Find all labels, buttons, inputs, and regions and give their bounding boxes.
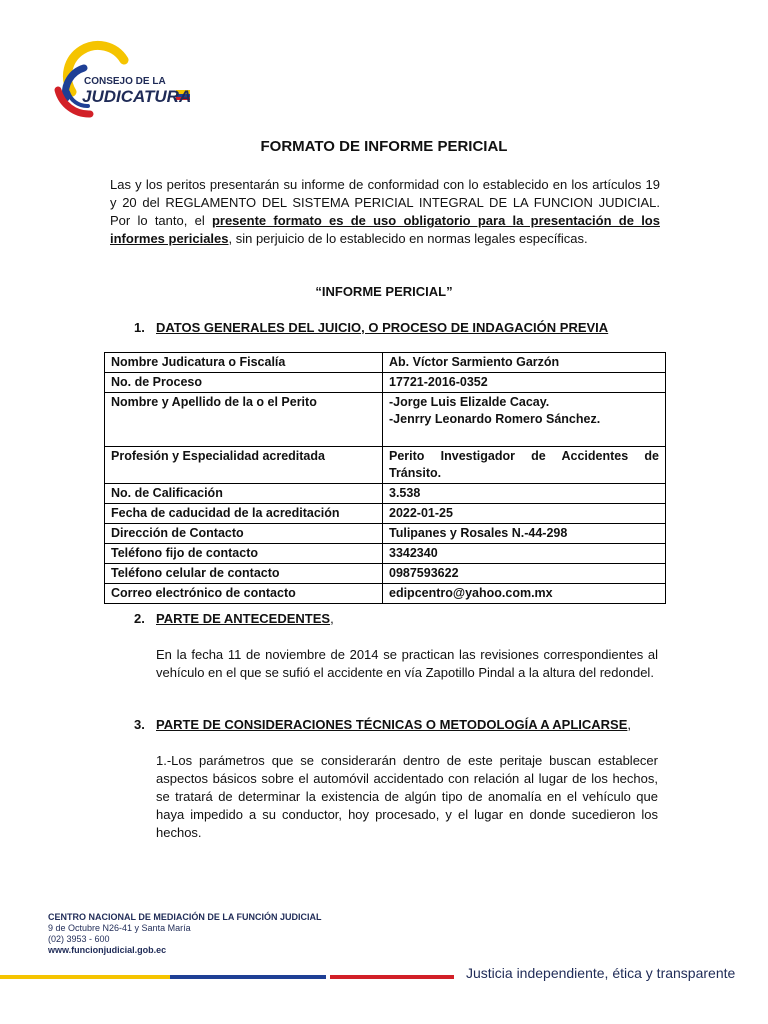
document-title: FORMATO DE INFORME PERICIAL	[260, 138, 508, 155]
judicatura-logo	[44, 40, 204, 120]
section-1-number: 1.	[134, 320, 145, 335]
row-value-cell	[383, 393, 666, 447]
table-row	[105, 373, 666, 393]
row-label: Nombre y Apellido de la o el Perito	[105, 393, 383, 447]
report-subtitle: “INFORME PERICIAL”	[315, 284, 453, 299]
intro-text-1: Las y los peritos presentarán su informe de conformidad con lo establecido en los artículos 19 y 20 del REGLAMENTO DEL SISTEMA PERICIAL INTEGRAL DE LA FUNCION JUDICIAL. Por lo tanto, el	[110, 177, 660, 228]
footer-org-name: CENTRO NACIONAL DE MEDIACIÓN DE LA FUNCIÓN JUDICIAL	[48, 912, 322, 922]
table-row	[105, 544, 666, 564]
footer-bar-yellow	[0, 975, 170, 979]
row-label: No. de Calificación	[105, 484, 383, 504]
intro-paragraph	[110, 176, 660, 248]
row-label: Teléfono celular de contacto	[105, 564, 383, 584]
intro-underlined-text: presente formato es de uso obligatorio para la presentación de los informes periciales	[110, 213, 660, 246]
section-2-number: 2.	[134, 611, 145, 626]
section-3-trail: ,	[627, 717, 632, 732]
table-row	[105, 584, 666, 604]
table-row	[105, 393, 666, 447]
row-value: Perito Investigador de Accidentes de Tránsito.	[383, 447, 666, 484]
row-value: Tulipanes y Rosales N.-44-298	[383, 524, 666, 544]
logo-line2: JUDICATURA	[82, 87, 192, 106]
section-3-heading	[134, 717, 631, 732]
row-label: Nombre Judicatura o Fiscalía	[105, 353, 383, 373]
row-value-second: -Jenrry Leonardo Romero Sánchez.	[389, 412, 601, 426]
section-2-body: En la fecha 11 de noviembre de 2014 se practican las revisiones correspondientes al vehículo en el que se sufió el accidente en vía Zapotillo Pindal a la altura del redondel.	[156, 647, 658, 680]
row-value: Ab. Víctor Sarmiento Garzón	[383, 353, 666, 373]
section-2-title: PARTE DE ANTECEDENTES	[156, 611, 331, 626]
section-1-title: DATOS GENERALES DEL JUICIO, O PROCESO DE INDAGACIÓN PREVIA	[156, 320, 609, 335]
footer-bar-red	[330, 975, 454, 979]
row-value: 2022-01-25	[383, 504, 666, 524]
row-label: Dirección de Contacto	[105, 524, 383, 544]
logo-line1: CONSEJO DE LA	[84, 76, 166, 87]
logo-emblem-icon	[44, 40, 204, 120]
table-row	[105, 524, 666, 544]
table-row	[105, 353, 666, 373]
section-2-trail: ,	[330, 611, 334, 626]
table-row	[105, 447, 666, 484]
section-2-heading	[134, 611, 334, 626]
section-3-title: PARTE DE CONSIDERACIONES TÉCNICAS O METODOLOGÍA A APLICARSE	[156, 717, 628, 732]
general-data-table	[104, 352, 666, 604]
row-label: Fecha de caducidad de la acreditación	[105, 504, 383, 524]
footer-contact	[48, 912, 322, 956]
row-value: -Jorge Luis Elizalde Cacay.	[389, 395, 550, 409]
table-row	[105, 564, 666, 584]
section-3-body: 1.-Los parámetros que se considerarán dentro de este peritaje buscan establecer aspectos básicos sobre el automóvil accidentado con relación al lugar de los hechos, se tratará de determinar la existencia de algún tipo de anomalía en el vehículo que haya impedido a su conductor, hoy procesado, y el lugar en donde sucedieron los hechos.	[156, 753, 658, 840]
row-value: edipcentro@yahoo.com.mx	[383, 584, 666, 604]
row-value: 0987593622	[383, 564, 666, 584]
section-1-heading	[134, 320, 608, 335]
row-label: Teléfono fijo de contacto	[105, 544, 383, 564]
row-label: No. de Proceso	[105, 373, 383, 393]
footer-bar-blue	[170, 975, 326, 979]
footer-slogan: Justicia independiente, ética y transparente	[466, 965, 736, 981]
row-value: 17721-2016-0352	[383, 373, 666, 393]
table-row	[105, 484, 666, 504]
footer-website[interactable]: www.funcionjudicial.gob.ec	[48, 945, 167, 955]
footer-phone: (02) 3953 - 600	[48, 934, 110, 944]
row-value: 3342340	[383, 544, 666, 564]
section-3-number: 3.	[134, 717, 145, 732]
row-label: Correo electrónico de contacto	[105, 584, 383, 604]
intro-text-2: , sin perjuicio de lo establecido en normas legales específicas.	[228, 231, 588, 246]
table-row	[105, 504, 666, 524]
footer-address: 9 de Octubre N26-41 y Santa María	[48, 923, 191, 933]
row-label: Profesión y Especialidad acreditada	[105, 447, 383, 484]
row-value: 3.538	[383, 484, 666, 504]
